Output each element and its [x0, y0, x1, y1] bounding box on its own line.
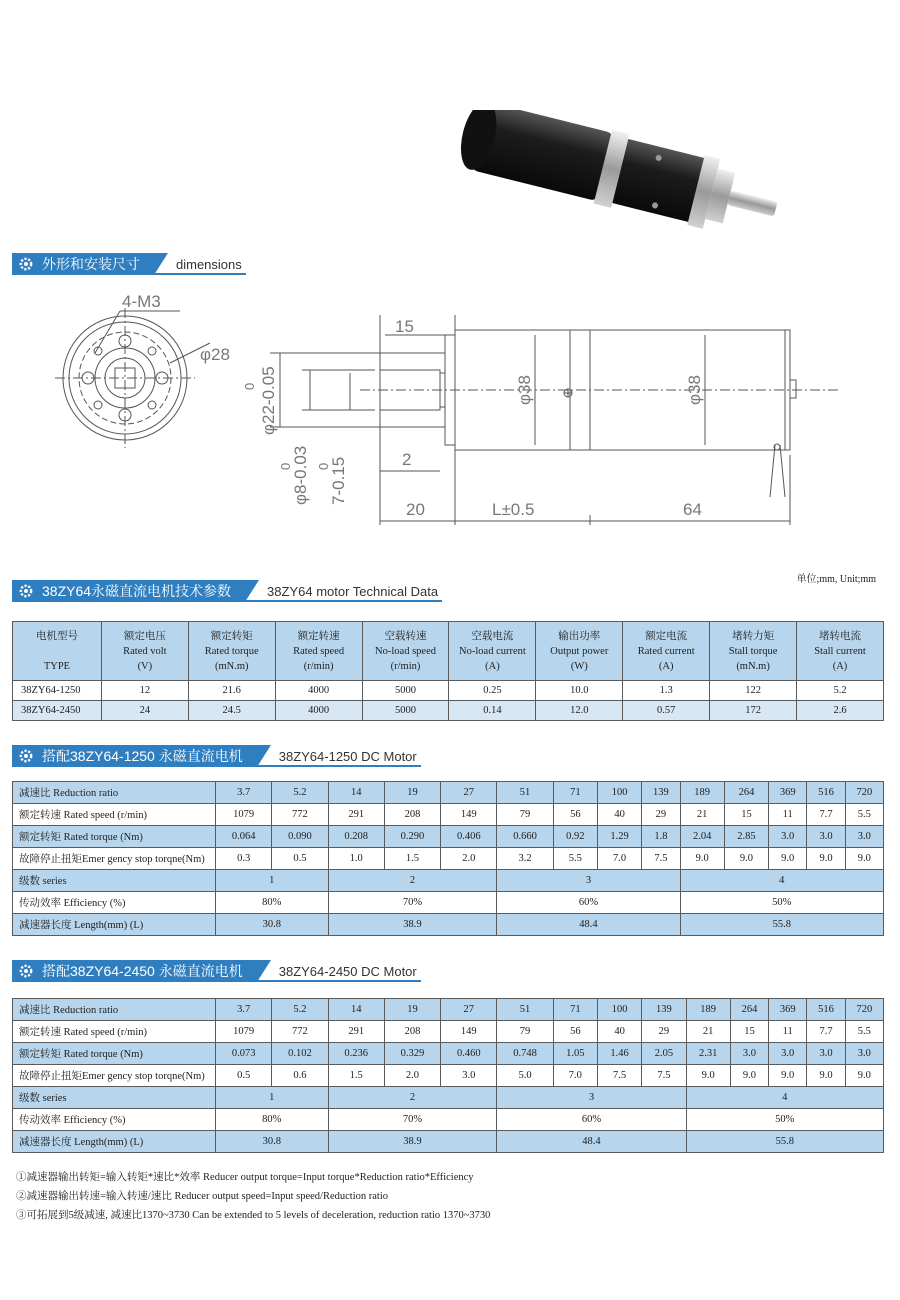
table-cell: 7.0	[597, 848, 641, 870]
table-cell: 9.0	[769, 848, 807, 870]
table-cell: 4	[680, 870, 883, 892]
dimension-drawing	[40, 285, 840, 540]
table-cell: 19	[384, 782, 440, 804]
table-cell: 额定电流	[645, 630, 688, 642]
spec-row	[13, 701, 884, 721]
label-body-dia1: φ38	[515, 375, 534, 405]
spec-table	[12, 621, 884, 721]
table-cell: 7.7	[807, 1021, 845, 1043]
table-cell: 9.0	[769, 1065, 807, 1087]
table-cell: 11	[769, 1021, 807, 1043]
gear-row-length	[13, 1131, 884, 1153]
table-cell: 4000	[275, 681, 362, 701]
table-cell: Rated current	[637, 645, 695, 657]
table-cell: 空载转速	[384, 630, 427, 642]
section-banner-dimensions	[12, 253, 246, 275]
spec-header	[797, 622, 884, 681]
table-cell: 3.0	[807, 826, 845, 848]
table-cell: 5.5	[845, 1021, 883, 1043]
table-cell: Rated torque	[204, 645, 259, 657]
table-cell: 0.6	[272, 1065, 328, 1087]
gear-row-efficiency	[13, 892, 884, 914]
label-step: 2	[402, 450, 412, 469]
label-flange-dia: φ22-0.05	[259, 366, 278, 435]
table-cell: (r/min)	[303, 660, 334, 672]
gear-table-2450	[12, 998, 884, 1153]
table-cell: 264	[724, 782, 768, 804]
table-cell: 14	[328, 782, 384, 804]
table-cell: 5000	[362, 701, 449, 721]
table-cell: 额定转矩	[210, 630, 253, 642]
table-cell: 12.0	[536, 701, 623, 721]
table-cell: 0.064	[216, 826, 272, 848]
table-cell: 7.5	[642, 1065, 686, 1087]
table-cell: 7.7	[807, 804, 845, 826]
table-cell: 3.0	[441, 1065, 497, 1087]
label-dl: L±0.5	[492, 500, 535, 519]
table-cell: 38.9	[328, 1131, 497, 1153]
table-cell: 79	[497, 804, 553, 826]
table-cell: 5.5	[553, 848, 597, 870]
table-cell: 传动效率 Efficiency (%)	[13, 1109, 216, 1131]
table-cell: 51	[497, 999, 553, 1021]
section-title-en: 38ZY64 motor Technical Data	[245, 580, 442, 602]
table-cell: 3.2	[497, 848, 553, 870]
motor-photo	[440, 110, 790, 250]
table-cell: 0.236	[328, 1043, 384, 1065]
table-cell: 71	[553, 782, 597, 804]
table-cell: No-load current	[459, 645, 526, 657]
table-cell: 0.14	[449, 701, 536, 721]
label-pcd: φ28	[200, 345, 230, 364]
gear-icon	[18, 583, 34, 599]
table-cell: 516	[807, 782, 845, 804]
label-shaft-dia: φ8-0.03	[291, 445, 310, 505]
table-cell: 38ZY64-1250	[13, 681, 102, 701]
table-cell: 0.5	[216, 1065, 272, 1087]
table-cell: 100	[597, 782, 641, 804]
table-cell: 50%	[680, 892, 883, 914]
section-title-en: dimensions	[154, 253, 246, 275]
table-cell: 1.5	[384, 848, 440, 870]
table-cell: 51	[497, 782, 553, 804]
table-cell: 5.5	[845, 804, 883, 826]
table-cell: 772	[272, 1021, 328, 1043]
table-cell: No-load speed	[375, 645, 436, 657]
gear-row-series	[13, 870, 884, 892]
gear-row-torque	[13, 1043, 884, 1065]
gear-row-ratio	[13, 999, 884, 1021]
spec-header	[188, 622, 275, 681]
table-cell: 传动效率 Efficiency (%)	[13, 892, 216, 914]
table-cell: 0.748	[497, 1043, 553, 1065]
gear-icon	[18, 748, 34, 764]
table-cell: 79	[497, 1021, 553, 1043]
gear-row-speed	[13, 1021, 884, 1043]
section-title-cn: 搭配38ZY64-1250 永磁直流电机	[42, 748, 243, 764]
table-cell: 19	[384, 999, 440, 1021]
table-cell: 0.290	[384, 826, 440, 848]
table-cell: 60%	[497, 892, 680, 914]
table-cell: 0.329	[384, 1043, 440, 1065]
table-cell: 21.6	[188, 681, 275, 701]
table-cell: 29	[642, 1021, 686, 1043]
table-cell: 15	[730, 1021, 768, 1043]
label-body-dia2: φ38	[685, 375, 704, 405]
table-cell: 0.57	[623, 701, 710, 721]
table-cell: 3.7	[216, 999, 272, 1021]
table-cell: 1	[216, 870, 329, 892]
table-cell: 1.05	[553, 1043, 597, 1065]
table-cell: 3.0	[769, 826, 807, 848]
table-cell: 24	[101, 701, 188, 721]
table-cell: 级数 series	[13, 1087, 216, 1109]
gear-row-series	[13, 1087, 884, 1109]
table-cell: 减速器长度 Length(mm) (L)	[13, 1131, 216, 1153]
table-cell: 80%	[216, 892, 329, 914]
spec-header	[362, 622, 449, 681]
table-cell: 0.660	[497, 826, 553, 848]
table-cell: 10.0	[536, 681, 623, 701]
table-cell: 291	[328, 1021, 384, 1043]
table-cell: 1.8	[642, 826, 680, 848]
table-cell: 208	[384, 804, 440, 826]
table-cell: 堵转力矩	[732, 630, 775, 642]
table-cell: 减速器长度 Length(mm) (L)	[13, 914, 216, 936]
table-cell: 208	[384, 1021, 440, 1043]
table-cell: 4000	[275, 701, 362, 721]
gear-icon	[18, 963, 34, 979]
table-cell: 9.0	[686, 1065, 730, 1087]
table-cell: 1.3	[623, 681, 710, 701]
table-cell: 71	[553, 999, 597, 1021]
gear-row-ratio	[13, 782, 884, 804]
gear-row-torque	[13, 826, 884, 848]
spec-header	[536, 622, 623, 681]
table-cell: 0.3	[216, 848, 272, 870]
label-flat-tol: 0	[316, 462, 331, 470]
table-cell: 38.9	[328, 914, 497, 936]
table-cell: (W)	[570, 660, 588, 672]
label-d64: 64	[683, 500, 702, 519]
table-cell: 额定转速 Rated speed (r/min)	[13, 1021, 216, 1043]
table-cell: 80%	[216, 1109, 329, 1131]
table-cell: 0.92	[553, 826, 597, 848]
gear-row-stop	[13, 848, 884, 870]
table-cell: 2.05	[642, 1043, 686, 1065]
table-cell: 9.0	[807, 1065, 845, 1087]
table-cell: 1.5	[328, 1065, 384, 1087]
table-cell: (mN.m)	[736, 660, 770, 672]
table-cell: 2	[328, 1087, 497, 1109]
label-thread: 4-M3	[122, 292, 161, 311]
table-cell: 55.8	[680, 914, 883, 936]
table-cell: 189	[680, 782, 724, 804]
gear-table-1250	[12, 781, 884, 936]
gear-icon	[18, 256, 34, 272]
table-cell: 50%	[686, 1109, 883, 1131]
table-cell: 额定转矩 Rated torque (Nm)	[13, 826, 216, 848]
table-cell: 60%	[497, 1109, 686, 1131]
table-cell: (r/min)	[390, 660, 421, 672]
table-cell: 输出功率	[558, 630, 601, 642]
table-cell: 48.4	[497, 914, 680, 936]
table-cell: 2.85	[724, 826, 768, 848]
table-cell: 0.073	[216, 1043, 272, 1065]
spec-header	[275, 622, 362, 681]
table-cell: 27	[441, 999, 497, 1021]
table-cell: 38ZY64-2450	[13, 701, 102, 721]
table-cell: 额定电压	[123, 630, 166, 642]
table-cell: 5.2	[272, 999, 328, 1021]
table-cell: 30.8	[216, 914, 329, 936]
table-cell: 7.5	[642, 848, 680, 870]
table-cell: 291	[328, 804, 384, 826]
label-shaft-tol: 0	[278, 462, 293, 470]
table-cell: (A)	[832, 660, 848, 672]
table-cell: 9.0	[845, 848, 883, 870]
table-cell: 级数 series	[13, 870, 216, 892]
table-cell: 55.8	[686, 1131, 883, 1153]
table-cell: 70%	[328, 892, 497, 914]
table-cell: 149	[441, 804, 497, 826]
table-cell: 189	[686, 999, 730, 1021]
spec-row	[13, 681, 884, 701]
table-cell: 369	[769, 999, 807, 1021]
gear-row-speed	[13, 804, 884, 826]
table-cell: 56	[553, 804, 597, 826]
table-cell: 7.0	[553, 1065, 597, 1087]
gear-row-stop	[13, 1065, 884, 1087]
table-cell: 5.2	[272, 782, 328, 804]
gear-row-length	[13, 914, 884, 936]
table-cell: 9.0	[807, 848, 845, 870]
table-cell: 5.0	[497, 1065, 553, 1087]
table-cell: 21	[680, 804, 724, 826]
section-title-cn: 搭配38ZY64-2450 永磁直流电机	[42, 963, 243, 979]
table-cell: 1079	[216, 804, 272, 826]
table-cell: 电机型号	[35, 630, 78, 642]
table-cell: 0.102	[272, 1043, 328, 1065]
table-cell: 2.31	[686, 1043, 730, 1065]
table-cell: (V)	[137, 660, 153, 672]
notes	[16, 1168, 490, 1225]
note-2: ②减速器输出转速=输入转速/速比 Reducer output speed=Input speed/Reduction ratio	[16, 1191, 388, 1202]
table-cell: 21	[686, 1021, 730, 1043]
table-cell: 故障停止扭矩Emer gency stop torqne(Nm)	[13, 848, 216, 870]
table-cell: 1.46	[597, 1043, 641, 1065]
table-cell: 11	[769, 804, 807, 826]
table-cell: 139	[642, 782, 680, 804]
table-cell: 减速比 Reduction ratio	[13, 782, 216, 804]
spec-header	[101, 622, 188, 681]
section-title-cn: 38ZY64永磁直流电机技术参数	[42, 583, 232, 599]
table-cell: 2.0	[441, 848, 497, 870]
table-cell: (A)	[485, 660, 500, 672]
table-cell: 额定转速 Rated speed (r/min)	[13, 804, 216, 826]
table-cell: 40	[597, 804, 641, 826]
table-cell: TYPE	[43, 660, 71, 672]
table-cell: 3.7	[216, 782, 272, 804]
table-cell: 2.6	[797, 701, 884, 721]
table-cell: 2.0	[384, 1065, 440, 1087]
table-cell: 29	[642, 804, 680, 826]
section-title-cn: 外形和安装尺寸	[42, 256, 140, 272]
table-cell: 172	[710, 701, 797, 721]
note-1: ①减速器输出转矩=输入转矩*速比*效率 Reducer output torque=Input torque*Reduction ratio*Efficiency	[16, 1172, 474, 1183]
section-banner-1250	[12, 745, 421, 767]
table-cell: 0.25	[449, 681, 536, 701]
table-cell: 14	[328, 999, 384, 1021]
section-banner-2450	[12, 960, 421, 982]
table-cell: 9.0	[845, 1065, 883, 1087]
table-cell: 空载电流	[471, 630, 514, 642]
label-d20: 20	[406, 500, 425, 519]
spec-header-row	[13, 622, 884, 681]
table-cell: Rated volt	[123, 645, 167, 657]
table-cell: Stall current	[814, 645, 866, 657]
table-cell: 3.0	[845, 826, 883, 848]
table-cell: Rated speed	[293, 645, 345, 657]
table-cell: 1.29	[597, 826, 641, 848]
table-cell: 故障停止扭矩Emer gency stop torqne(Nm)	[13, 1065, 216, 1087]
table-cell: 149	[441, 1021, 497, 1043]
table-cell: 720	[845, 999, 883, 1021]
table-cell: 9.0	[724, 848, 768, 870]
table-cell: 48.4	[497, 1131, 686, 1153]
spec-header	[710, 622, 797, 681]
table-cell: 堵转电流	[819, 630, 862, 642]
table-cell: 30.8	[216, 1131, 329, 1153]
table-cell: 27	[441, 782, 497, 804]
table-cell: 7.5	[597, 1065, 641, 1087]
table-cell: 24.5	[188, 701, 275, 721]
spec-header	[13, 622, 102, 681]
section-title-en: 38ZY64-1250 DC Motor	[257, 745, 421, 767]
table-cell: 4	[686, 1087, 883, 1109]
table-cell: 369	[769, 782, 807, 804]
table-cell: 9.0	[680, 848, 724, 870]
table-cell: 15	[724, 804, 768, 826]
spec-header	[449, 622, 536, 681]
unit-note: 单位;mm, Unit;mm	[796, 574, 876, 585]
label-flange-tol: 0	[242, 382, 257, 390]
section-banner-specs	[12, 580, 442, 602]
spec-header	[623, 622, 710, 681]
label-flat: 7-0.15	[329, 456, 348, 505]
table-cell: 0.406	[441, 826, 497, 848]
table-cell: (mN.m)	[214, 660, 249, 672]
table-cell: 2.04	[680, 826, 724, 848]
table-cell: 3	[497, 1087, 686, 1109]
table-cell: 12	[101, 681, 188, 701]
table-cell: 516	[807, 999, 845, 1021]
table-cell: 0.090	[272, 826, 328, 848]
table-cell: 9.0	[730, 1065, 768, 1087]
table-cell: 额定转速	[297, 630, 340, 642]
table-cell: 3.0	[845, 1043, 883, 1065]
table-cell: 1	[216, 1087, 329, 1109]
section-title-en: 38ZY64-2450 DC Motor	[257, 960, 421, 982]
note-3: ③可拓展到5级减速, 减速比1370~3730 Can be extended to 5 levels of deceleration, reduction ratio 1370~3730	[16, 1210, 491, 1221]
table-cell: 100	[597, 999, 641, 1021]
gear-row-efficiency	[13, 1109, 884, 1131]
table-cell: 1.0	[328, 848, 384, 870]
table-cell: (A)	[658, 660, 674, 672]
table-cell: 额定转矩 Rated torque (Nm)	[13, 1043, 216, 1065]
table-cell: 3.0	[807, 1043, 845, 1065]
table-cell: Stall torque	[728, 645, 778, 657]
table-cell: 3.0	[730, 1043, 768, 1065]
table-cell: 264	[730, 999, 768, 1021]
table-cell: 1079	[216, 1021, 272, 1043]
table-cell: 772	[272, 804, 328, 826]
table-cell: 0.5	[272, 848, 328, 870]
table-cell: 3	[497, 870, 680, 892]
table-cell: 139	[642, 999, 686, 1021]
table-cell: 70%	[328, 1109, 497, 1131]
table-cell: 减速比 Reduction ratio	[13, 999, 216, 1021]
label-shaft-len: 15	[395, 317, 414, 336]
table-cell: 0.460	[441, 1043, 497, 1065]
table-cell: 56	[553, 1021, 597, 1043]
table-cell: 122	[710, 681, 797, 701]
table-cell: 5.2	[797, 681, 884, 701]
table-cell: Output power	[550, 645, 609, 657]
table-cell: 3.0	[769, 1043, 807, 1065]
table-cell: 2	[328, 870, 497, 892]
table-cell: 720	[845, 782, 883, 804]
table-cell: 40	[597, 1021, 641, 1043]
table-cell: 0.208	[328, 826, 384, 848]
table-cell: 5000	[362, 681, 449, 701]
